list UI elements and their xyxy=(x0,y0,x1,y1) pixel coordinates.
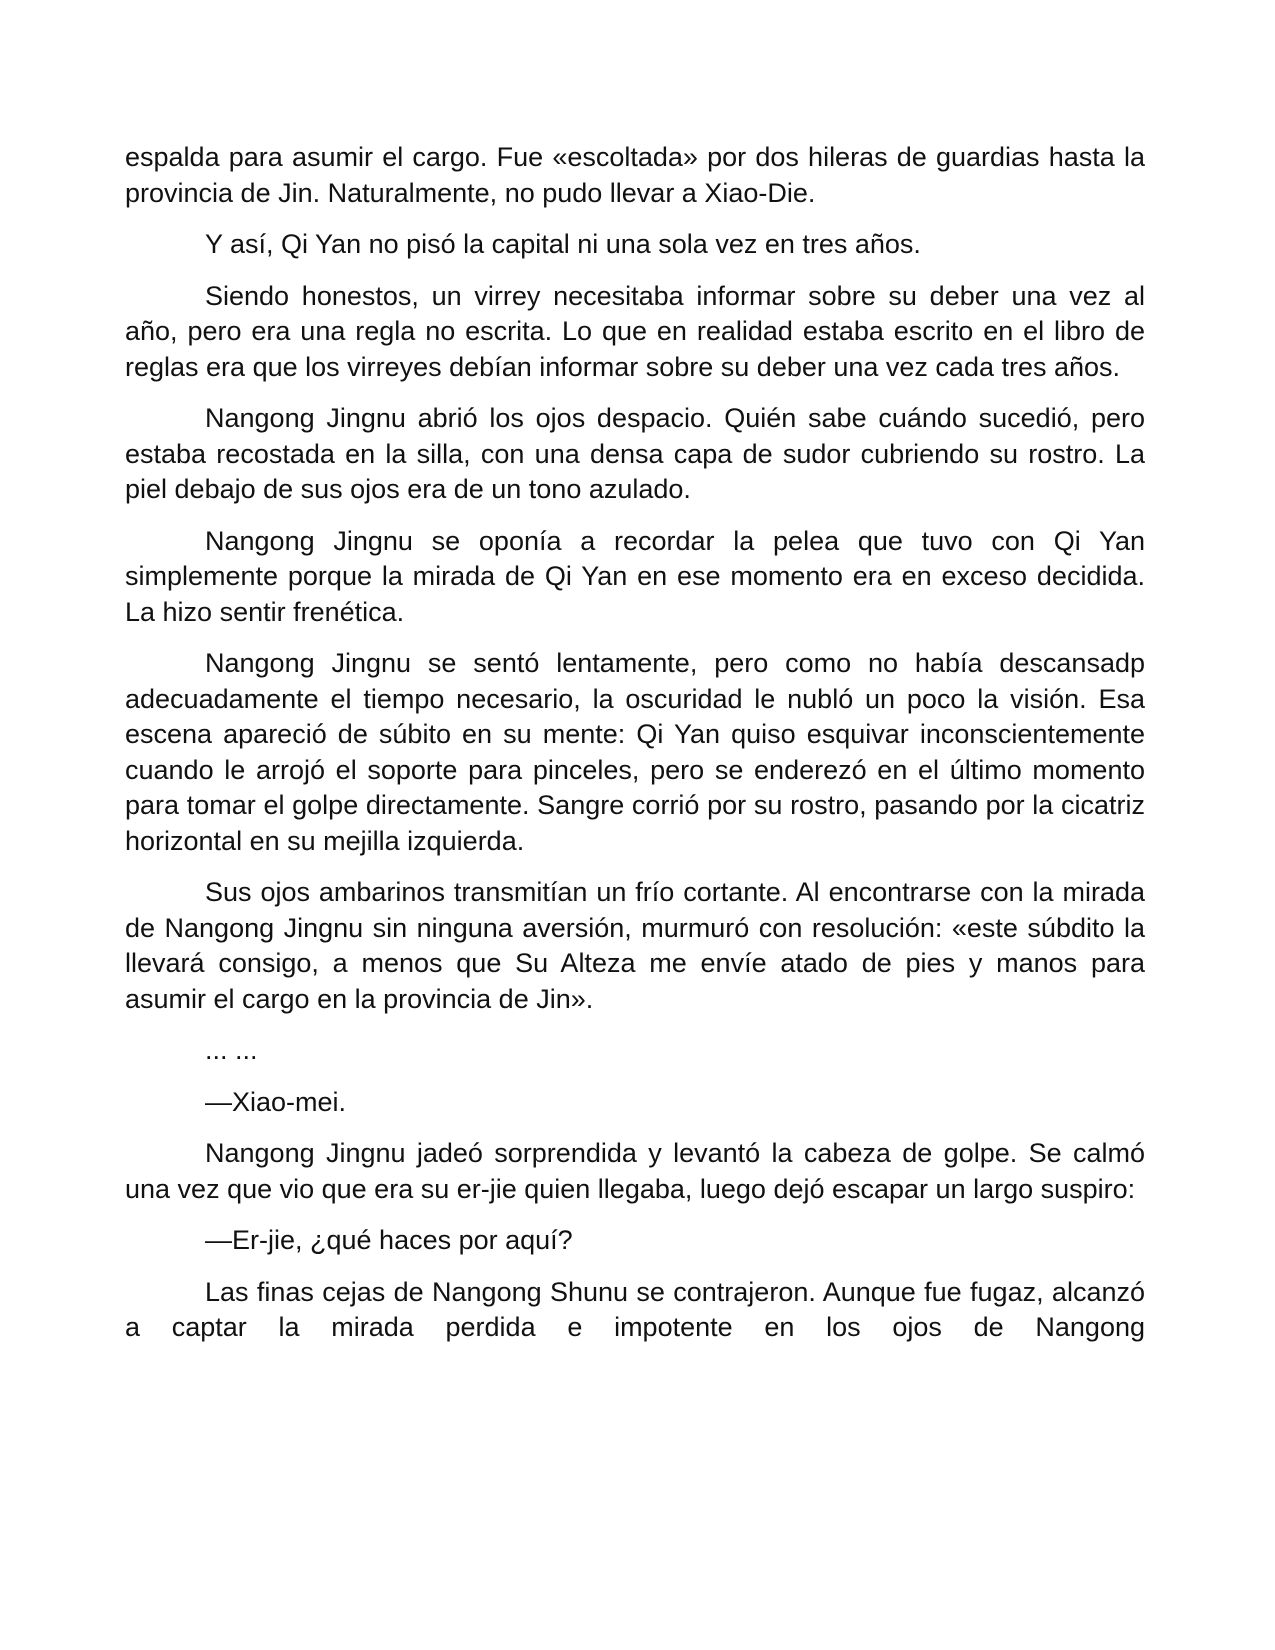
document-page xyxy=(125,140,1145,1362)
paragraph-6: Nangong Jingnu se sentó lentamente, pero como no había descansadp adecuadamente el tiempo necesario, la oscuridad le nubló un poco la visión. Esa escena apareció de súbito en su mente: Qi Yan quiso esquivar inconscientemente cuando le arrojó el soporte para pinceles, pero se enderezó en el último momento para tomar el golpe directamente. Sangre corrió por su rostro, pasando por la cicatriz horizontal en su mejilla izquierda. xyxy=(125,648,1145,856)
dialogue-line-1: —Xiao-mei. xyxy=(205,1086,347,1117)
paragraph-7: Sus ojos ambarinos transmitían un frío cortante. Al encontrarse con la mirada de Nangong Jingnu sin ninguna aversión, murmuró con resolución: «este súbdito la llevará consigo, a menos que Su Alteza me envíe atado de pies y manos para asumir el cargo en la provincia de Jin». xyxy=(125,877,1145,1014)
paragraph-5: Nangong Jingnu se oponía a recordar la pelea que tuvo con Qi Yan simplemente porque la mirada de Qi Yan en ese momento era en exceso decidida. La hizo sentir frenética. xyxy=(125,525,1145,627)
ellipsis-separator: ... ... xyxy=(205,1035,258,1065)
paragraph-2: Y así, Qi Yan no pisó la capital ni una sola vez en tres años. xyxy=(205,229,921,259)
paragraph-3: Siendo honestos, un virrey necesitaba informar sobre su deber una vez al año, pero era una regla no escrita. Lo que en realidad estaba escrito en el libro de reglas era que los virreyes debían informar sobre su deber una vez cada tres años. xyxy=(125,280,1145,382)
paragraph-8: Nangong Jingnu jadeó sorprendida y levantó la cabeza de golpe. Se calmó una vez que vio que era su er-jie quien llegaba, luego dejó escapar un largo suspiro: xyxy=(125,1138,1145,1204)
paragraph-1: espalda para asumir el cargo. Fue «escoltada» por dos hileras de guardias hasta la provincia de Jin. Naturalmente, no pudo llevar a Xiao-Die. xyxy=(125,142,1145,208)
paragraph-4: Nangong Jingnu abrió los ojos despacio. Quién sabe cuándo sucedió, pero estaba recostada en la silla, con una densa capa de sudor cubriendo su rostro. La piel debajo de sus ojos era de un tono azulado. xyxy=(125,403,1145,504)
dialogue-line-2: —Er-jie, ¿qué haces por aquí? xyxy=(205,1225,573,1255)
paragraph-9: Las finas cejas de Nangong Shunu se contrajeron. Aunque fue fugaz, alcanzó a captar la mirada perdida e impotente en los ojos de Nangong xyxy=(125,1276,1145,1342)
